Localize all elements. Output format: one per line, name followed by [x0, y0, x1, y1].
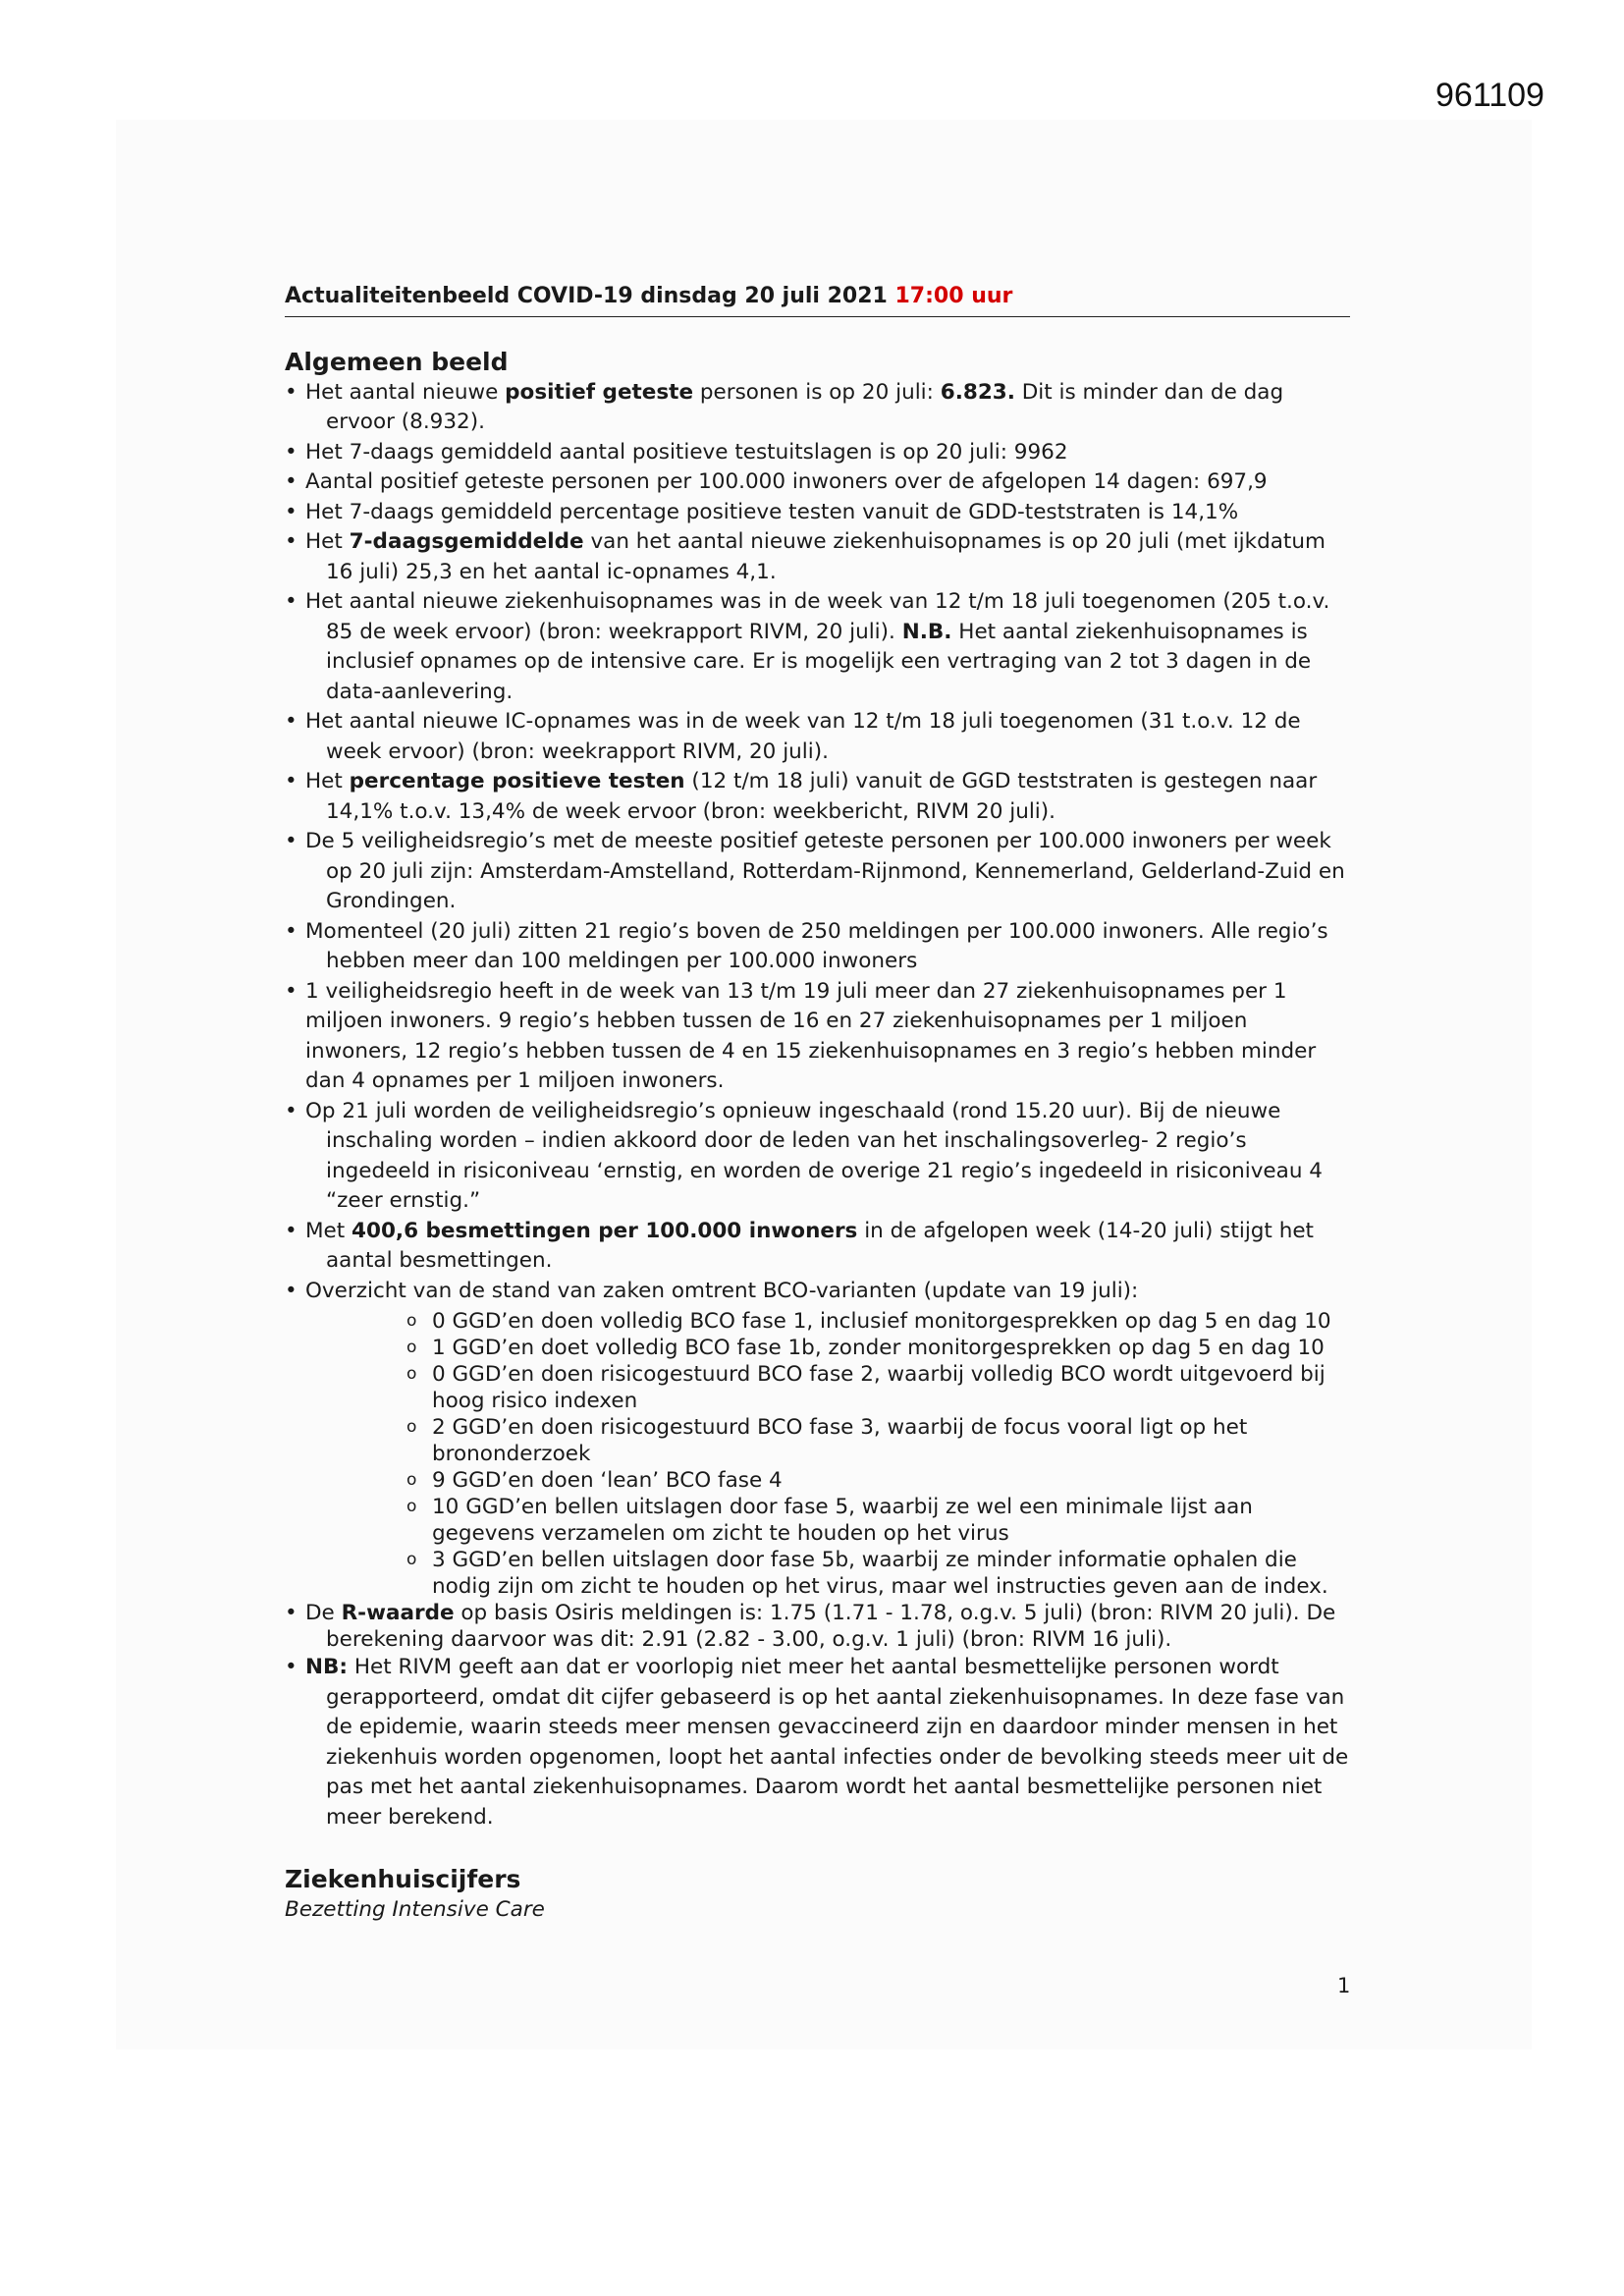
list-item: • Met 400,6 besmettingen per 100.000 inwoners in de afgelopen week (14-20 juli) stijgt het aantal besmettingen.: [285, 1217, 1350, 1277]
list-item: • Het percentage positieve testen (12 t/m 18 juli) vanuit de GGD teststraten is gestegen naar 14,1% t.o.v. 13,4% de week ervoor (bron: weekbericht, RIVM 20 juli).: [285, 767, 1350, 827]
list-item: • Het 7-daags gemiddeld aantal positieve testuitslagen is op 20 juli: 9962: [285, 438, 1350, 468]
sub-list-item: o 0 GGD’en doen risicogestuurd BCO fase 2, waarbij volledig BCO wordt uitgevoerd bij hoog risico indexen: [326, 1361, 1350, 1414]
section-heading-ziekenhuiscijfers: Ziekenhuiscijfers: [285, 1865, 521, 1893]
list-item: • Het aantal nieuwe ziekenhuisopnames was in de week van 12 t/m 18 juli toegenomen (205 t.o.v. 85 de week ervoor) (bron: weekrapport RIVM, 20 juli). N.B. Het aantal ziekenhuisopnames is inclusief opnames op de intensive care. Er is mogelijk een vertraging van 2 tot 3 dagen in de data-aanlevering.: [285, 587, 1350, 707]
title-time: 17:00 uur: [894, 284, 1013, 308]
list-item: • Aantal positief geteste personen per 100.000 inwoners over de afgelopen 14 dagen: 697,9: [285, 467, 1350, 498]
list-item: • De R-waarde op basis Osiris meldingen is: 1.75 (1.71 - 1.78, o.g.v. 5 juli) (bron: RIVM 20 juli). De berekening daarvoor was dit: 2.91 (2.82 - 3.00, o.g.v. 1 juli) (bron: RIVM 16 juli).: [285, 1600, 1350, 1653]
title-main: Actualiteitenbeeld COVID-19 dinsdag 20 juli 2021: [285, 284, 895, 308]
sub-list-item: o 10 GGD’en bellen uitslagen door fase 5, waarbij ze wel een minimale lijst aan gegevens verzamelen om zicht te houden op het virus: [326, 1494, 1350, 1547]
sub-list-item: o 2 GGD’en doen risicogestuurd BCO fase 3, waarbij de focus vooral ligt op het brononderzoek: [326, 1414, 1350, 1467]
sub-list-item: o 9 GGD’en doen ‘lean’ BCO fase 4: [326, 1467, 1350, 1494]
document-title: [285, 282, 1350, 317]
list-item: • NB: Het RIVM geeft aan dat er voorlopig niet meer het aantal besmettelijke personen wordt gerapporteerd, omdat dit cijfer gebaseerd is op het aantal ziekenhuisopnames. In deze fase van de epidemie, waarin steeds meer mensen gevaccineerd zijn en daardoor minder mensen in het ziekenhuis worden opgenomen, loopt het aantal infecties onder de bevolking steeds meer uit de pas met het aantal ziekenhuisopnames. Daarom wordt het aantal besmettelijke personen niet meer berekend.: [285, 1653, 1350, 1832]
bco-sublist: [326, 1308, 1350, 1600]
sub-list-item: o 3 GGD’en bellen uitslagen door fase 5b, waarbij ze minder informatie ophalen die nodig zijn om zicht te houden op het virus, maar wel instructies geven aan de index.: [326, 1547, 1350, 1600]
section-subheading: Bezetting Intensive Care: [285, 1897, 545, 1922]
page-number: 1: [1337, 1974, 1351, 1997]
list-item: • De 5 veiligheidsregio’s met de meeste positief geteste personen per 100.000 inwoners per week op 20 juli zijn: Amsterdam-Amstelland, Rotterdam-Rijnmond, Kennemerland, Gelderland-Zuid en Grondingen.: [285, 827, 1350, 917]
list-item: • Het 7-daagsgemiddelde van het aantal nieuwe ziekenhuisopnames is op 20 juli (met ijkdatum 16 juli) 25,3 en het aantal ic-opnames 4,1.: [285, 527, 1350, 587]
sub-list-item: o 1 GGD’en doet volledig BCO fase 1b, zonder monitorgesprekken op dag 5 en dag 10: [326, 1335, 1350, 1361]
list-item: • Het aantal nieuwe positief geteste personen is op 20 juli: 6.823. Dit is minder dan de dag ervoor (8.932).: [285, 378, 1350, 438]
sub-list-item: o 0 GGD’en doen volledig BCO fase 1, inclusief monitorgesprekken op dag 5 en dag 10: [326, 1308, 1350, 1335]
list-item: • Momenteel (20 juli) zitten 21 regio’s boven de 250 meldingen per 100.000 inwoners. Alle regio’s hebben meer dan 100 meldingen per 100.000 inwoners: [285, 917, 1350, 977]
document-content: [285, 282, 1350, 1926]
list-item: • Op 21 juli worden de veiligheidsregio’s opnieuw ingeschaald (rond 15.20 uur). Bij de nieuwe inschaling worden – indien akkoord door de leden van het inschalingsoverleg- 2 regio’s ingedeeld in risiconiveau ‘ernstig, en worden de overige 21 regio’s ingedeeld in risiconiveau 4 “zeer ernstig.”: [285, 1097, 1350, 1217]
document-id: 961109: [1435, 77, 1544, 114]
list-item: • 1 veiligheidsregio heeft in de week van 13 t/m 19 juli meer dan 27 ziekenhuisopnames per 1 miljoen inwoners. 9 regio’s hebben tussen de 16 en 27 ziekenhuisopnames per 1 miljoen inwoners, 12 regio’s hebben tussen de 4 en 15 ziekenhuisopnames en 3 regio’s hebben minder dan 4 opnames per 1 miljoen inwoners.: [285, 977, 1350, 1097]
section-heading-algemeen: Algemeen beeld: [285, 347, 509, 376]
list-item: • Overzicht van de stand van zaken omtrent BCO-varianten (update van 19 juli): o 0 GGD’en doen volledig BCO fase 1, inclusief monitorgesprekken op dag 5 en dag 10 o 1 GGD’en doet volledig BCO fase 1b, zonder monitorgesprekken op dag 5 en dag 10 o 0 GGD’en doen risicogestuurd BCO fase 2, waarbij volledig BCO wordt uitgevoerd bij hoog risico indexen o 2 GGD’en doen risicogestuurd BCO fase 3, waarbij de focus vooral ligt op het brononderzoek o 9 GGD’en doen ‘lean’ BCO fase 4 o 10 GGD’en bellen uitslagen door fase 5, waarbij ze wel een minimale lijst aan gegevens verzamelen om zicht te houden op het virus o 3 GGD’en bellen uitslagen door fase 5b, waarbij ze minder informatie ophalen die nodig zijn om zicht te houden op het virus, maar wel instructies geven aan de index.: [285, 1277, 1350, 1601]
list-item: • Het 7-daags gemiddeld percentage positieve testen vanuit de GDD-teststraten is 14,1%: [285, 498, 1350, 528]
list-item: • Het aantal nieuwe IC-opnames was in de week van 12 t/m 18 juli toegenomen (31 t.o.v. 12 de week ervoor) (bron: weekrapport RIVM, 20 juli).: [285, 707, 1350, 767]
bullet-list: [285, 378, 1350, 1833]
